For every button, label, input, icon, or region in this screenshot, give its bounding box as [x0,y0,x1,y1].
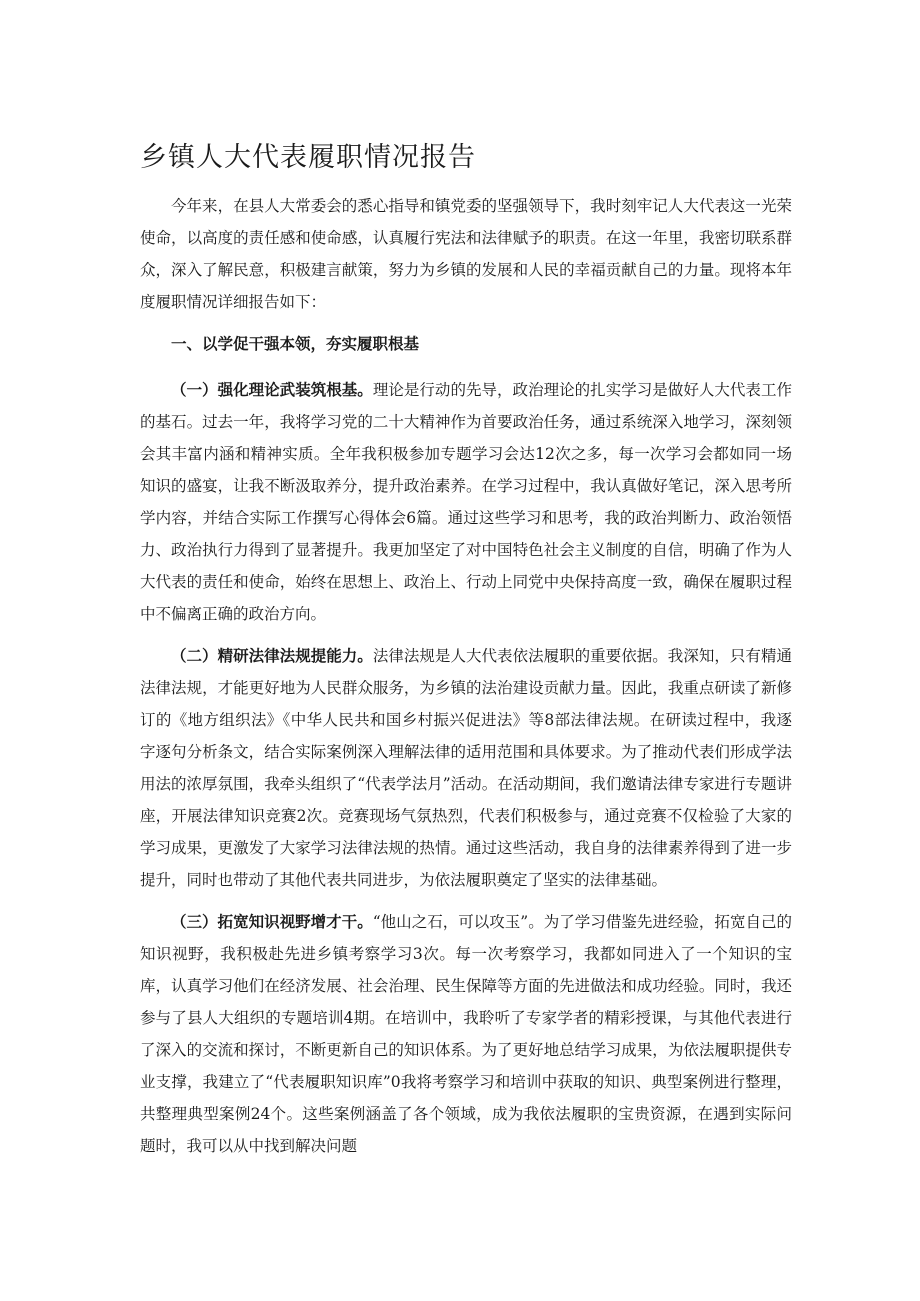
item-body: “他山之石，可以攻玉”。为了学习借鉴先进经验，拓宽自己的知识视野，我积极赴先进乡镇考察学习3次。每一次考察学习，我都如同进入了一个知识的宝库，认真学习他们在经济发展、社会治理、民生保障等方面的先进做法和成功经验。同时，我还参与了县人大组织的专题培训4期。在培训中，我聆听了专家学者的精彩授课，与其他代表进行了深入的交流和探讨，不断更新自己的知识体系。为了更好地总结学习成果，为依法履职提供专业支撑，我建立了“代表履职知识库”0我将考察学习和培训中获取的知识、典型案例进行整理，共整理典型案例24个。这些案例涵盖了各个领域，成为我依法履职的宝贵资源，在遇到实际问题时，我可以从中找到解决问题 [140,913,792,1155]
item-lead: （一）强化理论武装筑根基。 [171,380,373,399]
document-page [140,138,792,1172]
item-body: 理论是行动的先导，政治理论的扎实学习是做好人大代表工作的基石。过去一年，我将学习党的二十大精神作为首要政治任务，通过系统深入地学习，深刻领会其丰富内涵和精神实质。全年我积极参加专题学习会达12次之多，每一次学习会都如同一场知识的盛宴，让我不断汲取养分，提升政治素养。在学习过程中，我认真做好笔记，深入思考所学内容，并结合实际工作撰写心得体会6篇。通过这些学习和思考，我的政治判断力、政治领悟力、政治执行力得到了显著提升。我更加坚定了对中国特色社会主义制度的自信，明确了作为人大代表的责任和使命，始终在思想上、政治上、行动上同党中央保持高度一致，确保在履职过程中不偏离正确的政治方向。 [140,381,792,623]
document-title: 乡镇人大代表履职情况报告 [140,142,476,173]
item-paragraph [140,374,792,630]
section-heading: 一、以学促干强本领，夯实履职根基 [171,334,420,353]
item-paragraph [140,640,792,896]
item-paragraph [140,906,792,1162]
item-lead: （三）拓宽知识视野增才干。 [171,912,373,931]
intro-paragraph: 今年来，在县人大常委会的悉心指导和镇党委的坚强领导下，我时刻牢记人大代表这一光荣使命，以高度的责任感和使命感，认真履行宪法和法律赋予的职责。在这一年里，我密切联系群众，深入了解民意，积极建言献策，努力为乡镇的发展和人民的幸福贡献自己的力量。现将本年度履职情况详细报告如下： [140,197,792,311]
item-lead: （二）精研法律法规提能力。 [171,646,373,665]
item-body: 法律法规是人大代表依法履职的重要依据。我深知，只有精通法律法规，才能更好地为人民群众服务，为乡镇的法治建设贡献力量。因此，我重点研读了新修订的《地方组织法》《中华人民共和国乡村振兴促进法》等8部法律法规。在研读过程中，我逐字逐句分析条文，结合实际案例深入理解法律的适用范围和具体要求。为了推动代表们形成学法用法的浓厚氛围，我牵头组织了“代表学法月”活动。在活动期间，我们邀请法律专家进行专题讲座，开展法律知识竞赛2次。竞赛现场气氛热烈，代表们积极参与，通过竞赛不仅检验了大家的学习成果，更激发了大家学习法律法规的热情。通过这些活动，我自身的法律素养得到了进一步提升，同时也带动了其他代表共同进步，为依法履职奠定了坚实的法律基础。 [140,647,792,889]
